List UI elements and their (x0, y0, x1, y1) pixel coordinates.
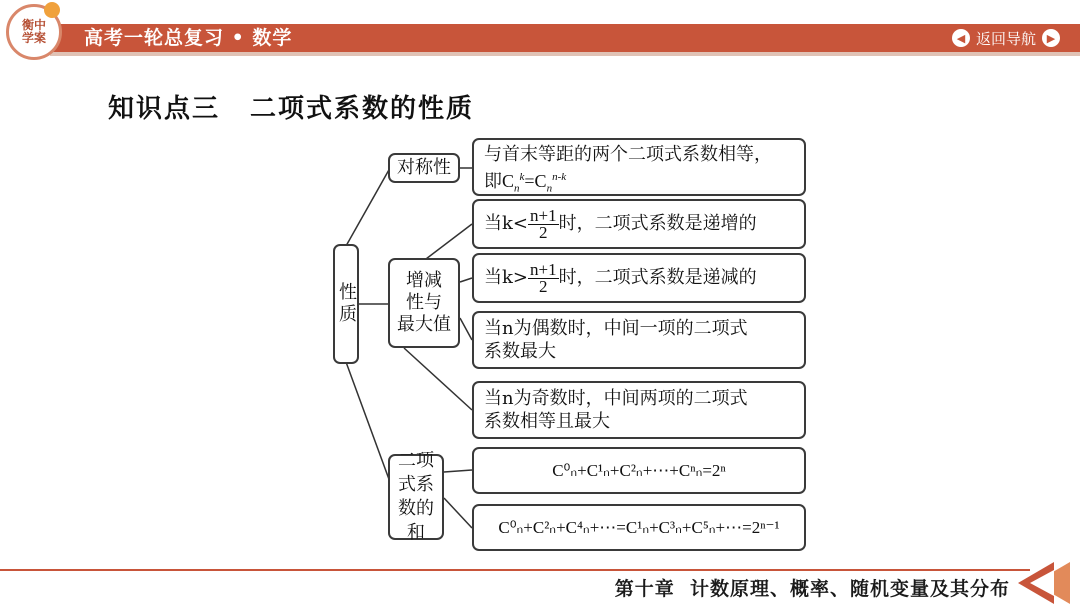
chevron-left-icon (1010, 560, 1072, 606)
branch-sum: 二项 式系 数的和 (388, 454, 444, 540)
root-node (333, 244, 359, 364)
sum-formula-odd-even (472, 504, 806, 551)
logo-text: 衡中学案 (21, 18, 46, 45)
course-title: 高考一轮总复习 • 数学 (84, 27, 293, 49)
increasing-item: 当k< $\frac{n+1}{2}$ 时，二项式系数是递增的 (472, 199, 806, 249)
symmetry-item (472, 138, 806, 196)
root-node-label: 性质 (336, 282, 357, 326)
symmetry-formula: 即$C_n^k=C_n^{n-k}$ (484, 171, 567, 195)
title-text: 二项式系数的性质 (250, 94, 475, 124)
back-navigation-label[interactable]: 返回导航 (975, 29, 1036, 48)
sum-formula-all (472, 447, 806, 494)
branch-monotonic-line1: 增减 (406, 270, 442, 291)
sum-formula-all-text: C⁰ₙ+C¹ₙ+C²ₙ+⋯+Cⁿₙ=2ⁿ (552, 460, 726, 480)
even-n-item: 当n为偶数时，中间一项的二项式 系数最大 (472, 311, 806, 369)
branch-monotonic-line2: 性与 (406, 292, 442, 313)
arrow-left-icon[interactable]: ◀ (952, 29, 970, 47)
branch-monotonic (388, 258, 460, 348)
decreasing-item: 当k> $\frac{n+1}{2}$ 时，二项式系数是递减的 (472, 253, 806, 303)
arrow-right-icon[interactable]: ▶ (1042, 29, 1060, 47)
sum-formula-odd-even-text: C⁰ₙ+C²ₙ+C⁴ₙ+⋯=C¹ₙ+C³ₙ+C⁵ₙ+⋯=2ⁿ⁻¹ (498, 517, 780, 537)
title-label: 知识点三 (108, 94, 221, 124)
footer-chapter: 第十章 计数原理、概率、随机变量及其分布 (614, 578, 1010, 600)
branch-symmetry (388, 153, 460, 183)
branch-symmetry-label: 对称性 (397, 157, 451, 178)
footer-line (0, 569, 1030, 571)
symmetry-line1: 与首末等距的两个二项式系数相等， (484, 144, 772, 165)
odd-n-item: 当n为奇数时，中间两项的二项式 系数相等且最大 (472, 381, 806, 439)
branch-monotonic-line3: 最大值 (397, 314, 451, 335)
